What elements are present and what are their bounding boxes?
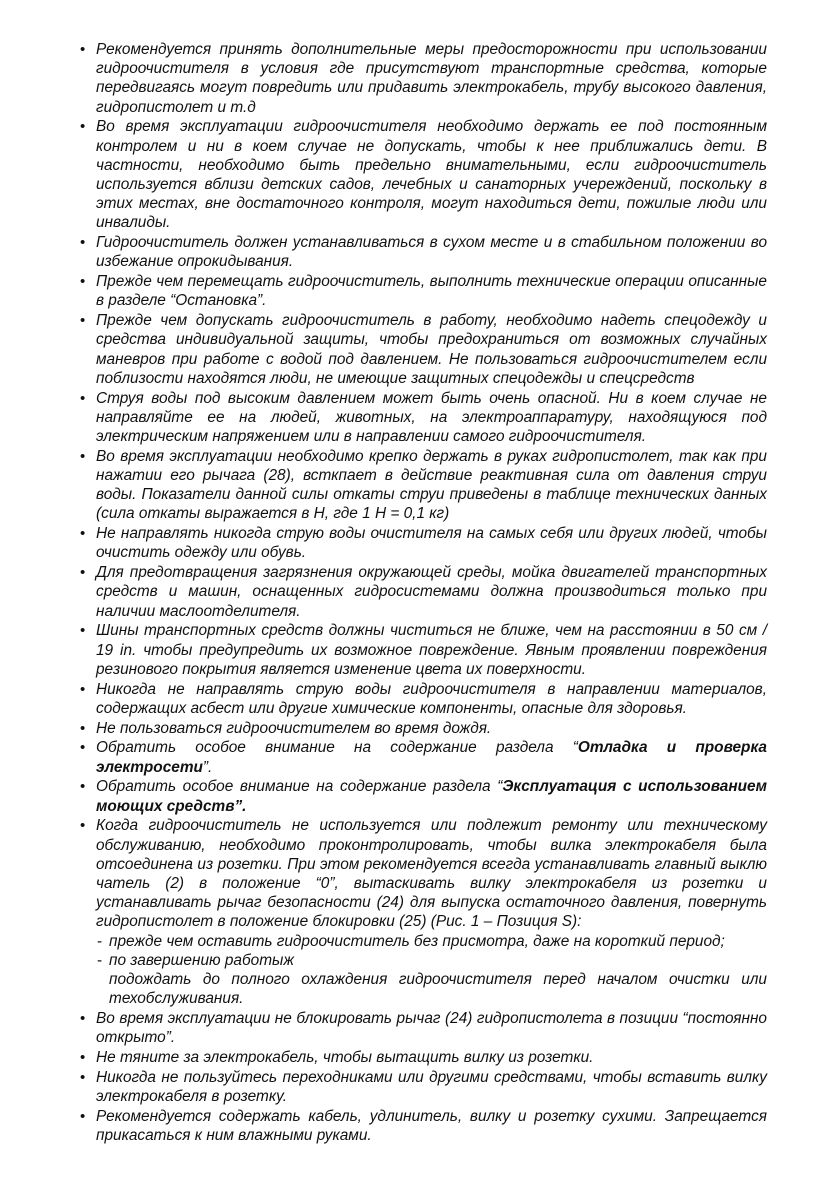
sub-item-text: по завершению работыж [109, 951, 294, 969]
bullet-item: • Во время эксплуатации не блокировать рычаг (24) гидропистолета в позиции “постоянно открыто”. [80, 1009, 767, 1047]
bullet-item: • Рекомендуется принять дополнительные меры предосторожности при использовании гидроочистителя в условия где присутствуют транспортные средства, которые передвигаясь могут повредить или придавить электрокабель, трубу высокого давления, гидропистолет и т.д [80, 40, 767, 117]
bullet-item [80, 738, 767, 776]
bullet-text: Обратить особое внимание на содержание раздела “ [96, 739, 578, 757]
bullet-item: • Прежде чем перемещать гидроочиститель, выполнить технические операции описанные в разделе “Остановка”. [80, 272, 767, 310]
bullet-item: • Во время эксплуатации гидроочистителя необходимо держать ее под постоянным контролем и ни в коем случае не допускать, чтобы к нее приближались дети. В частности, необходимо быть предельно внимательными, если гидроочиститель используется вблизи детских садов, лечебных и санаторных учереждений, поскольку в этих местах, вне достаточного контроля, могут находиться дети, пожилые люди или инвалиды. [80, 117, 767, 232]
bullet-item: • Рекомендуется содержать кабель, удлинитель, вилку и розетку сухими. Запрещается прикасаться к ним влажными руками. [80, 1107, 767, 1145]
sub-list [96, 932, 767, 1009]
sub-item: - прежде чем оставить гидроочиститель без присмотра, даже на короткий период; [96, 932, 767, 951]
bullet-item: • Не пользоваться гидроочистителем во время дождя. [80, 719, 767, 738]
bullet-item [80, 816, 767, 1008]
bullet-item: • Никогда не пользуйтесь переходниками или другими средствами, чтобы вставить вилку электрокабеля в розетку. [80, 1068, 767, 1106]
bullet-item [80, 777, 767, 815]
bullet-item: • Струя воды под высоким давлением может быть очень опасной. Ни в коем случае не направляйте ее на людей, животных, на электроаппаратуру, находящуюся под электрическим напряжением или в направлении самого гидроочистителя. [80, 389, 767, 447]
section-reference: Эксплуатация с использованием моющих средств”. [96, 778, 767, 815]
bullet-text: Когда гидроочиститель не используется или подлежит ремонту или техническому обслуживанию, необходимо проконтролировать, чтобы вилка электрокабеля была отсоединена из розетки. При этом рекомендуется всегда устанавливать главный выклю чатель (2) в положение “0”, вытаскивать вилку электрокабеля из розетки и устанавливать рычаг безопасности (24) для выпуска остаточного давления, повернуть гидропистолет в положение блокировки (25) (Рис. 1 – Позиция S): [96, 817, 767, 931]
bullet-item: • Шины транспортных средств должны чиститься не ближе, чем на расстоянии в 50 см / 19 in. чтобы предупредить их возможное повреждение. Явным проявлении повреждения резинового покрытия является изменение цвета их поверхности. [80, 621, 767, 679]
sub-item [96, 951, 767, 1009]
bullet-item: • Прежде чем допускать гидроочиститель в работу, необходимо надеть спецодежду и средства индивидуальной защиты, чтобы предохраниться от возможных случайных маневров при работе с водой под давлением. Не пользоваться гидроочистителем если поблизости находятся люди, не имеющие защитных спецодежды и спецсредств [80, 311, 767, 388]
safety-bullet-list [80, 40, 767, 1145]
bullet-item: • Гидроочиститель должен устанавливаться в сухом месте и в стабильном положении во избежание опрокидывания. [80, 233, 767, 271]
bullet-text-end: ”. [202, 758, 213, 776]
section-reference: Отладка и проверка электросети [96, 739, 767, 776]
bullet-item: • Во время эксплуатации необходимо крепко держать в руках гидропистолет, так как при нажатии его рычага (28), всткпает в действие реактивная сила от давления струи воды. Показатели данной силы откаты струи приведены в таблице технических данных (сила откаты выражается в Н, где 1 Н = 0,1 кг) [80, 447, 767, 524]
bullet-text: Обратить особое внимание на содержание раздела “ [96, 778, 503, 796]
bullet-item: • Не тяните за электрокабель, чтобы вытащить вилку из розетки. [80, 1048, 767, 1067]
bullet-item: • Для предотвращения загрязнения окружающей среды, мойка двигателей транспортных средств и машин, оснащенных гидросистемами должна производиться только при наличии маслоотделителя. [80, 563, 767, 621]
sub-item-continuation: подождать до полного охлаждения гидроочистителя перед началом очистки или техобслуживания. [109, 971, 767, 1008]
bullet-item: • Никогда не направлять струю воды гидроочистителя в направлении материалов, содержащих асбест или другие химические компоненты, опасные для здоровья. [80, 680, 767, 718]
bullet-item: • Не направлять никогда струю воды очистителя на самых себя или других людей, чтобы очистить одежду или обувь. [80, 524, 767, 562]
